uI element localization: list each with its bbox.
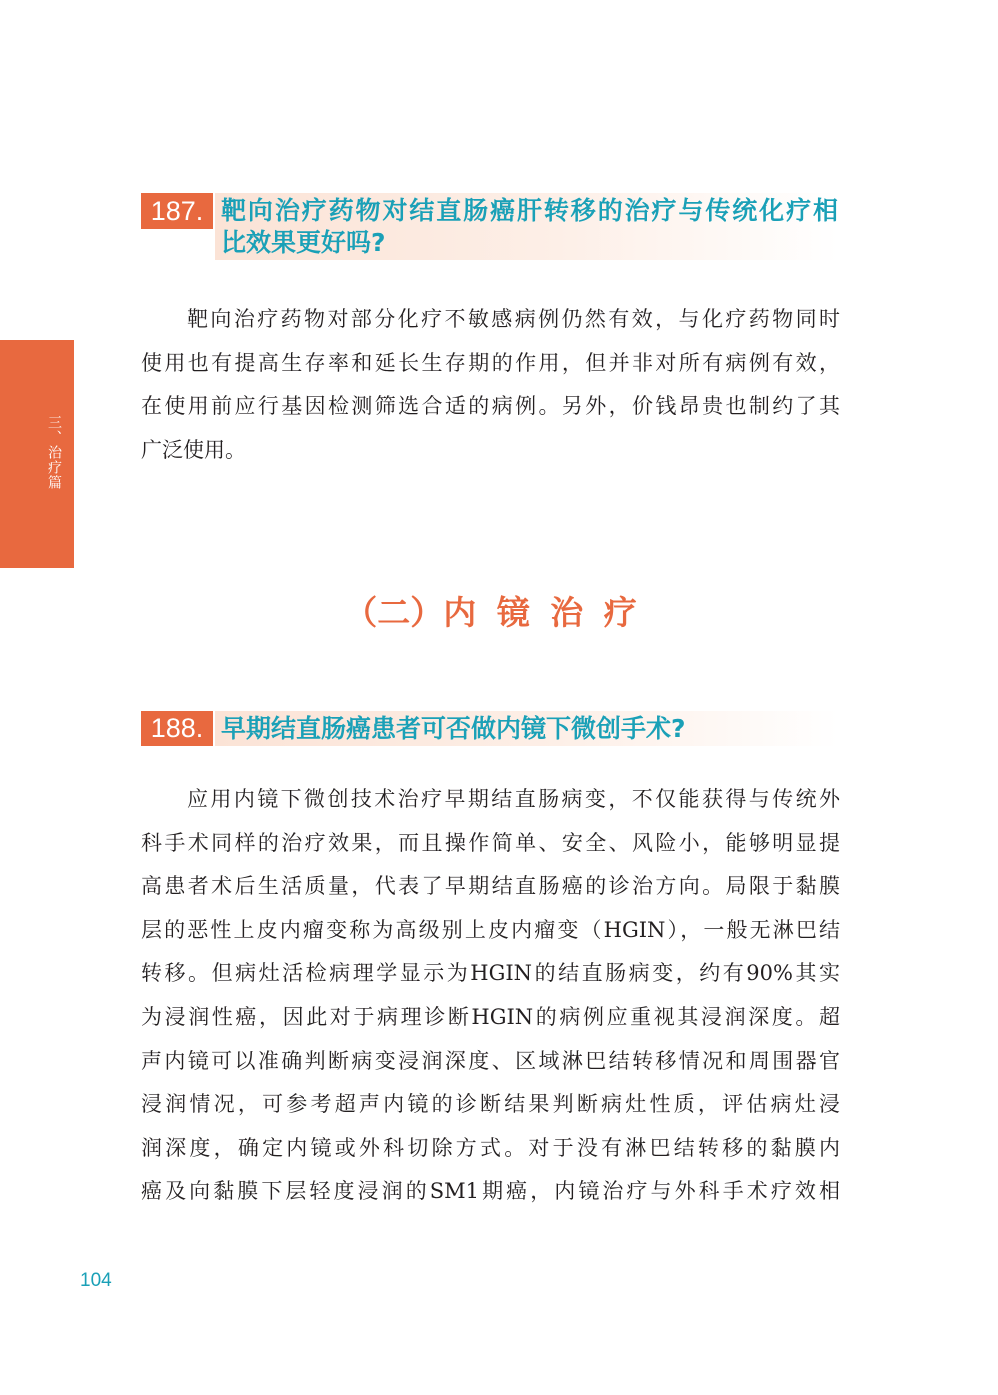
paragraph-line: 应用内镜下微创技术治疗早期结直肠病变，不仅能获得与传统外 [187, 787, 840, 811]
paragraph-line: 为浸润性癌，因此对于病理诊断HGIN的病例应重视其浸润深度。超 [141, 1004, 840, 1029]
answer-paragraph-187 [141, 298, 840, 472]
question-title-line: 比效果更好吗? [221, 228, 386, 257]
paragraph-line: 声内镜可以准确判断病变浸润深度、区域淋巴结转移情况和周围器官 [141, 1048, 840, 1073]
paragraph-line: 高患者术后生活质量，代表了早期结直肠癌的诊治方向。局限于黏膜 [141, 874, 840, 899]
section-heading: （二）内 镜 治 疗 [344, 593, 637, 632]
chapter-side-tab-label: 三、治疗篇 [46, 415, 62, 490]
question-188-header [141, 711, 839, 746]
paragraph-line: 癌及向黏膜下层轻度浸润的SM1期癌，内镜治疗与外科手术疗效相 [141, 1179, 840, 1204]
paragraph-line: 润深度，确定内镜或外科切除方式。对于没有淋巴结转移的黏膜内 [141, 1135, 840, 1160]
question-title-bar [215, 711, 839, 746]
paragraph-line: 浸润情况，可参考超声内镜的诊断结果判断病灶性质，评估病灶浸 [141, 1092, 840, 1117]
paragraph-line: 层的恶性上皮内瘤变称为高级别上皮内瘤变（HGIN），一般无淋巴结 [141, 917, 840, 942]
paragraph-line: 靶向治疗药物对部分化疗不敏感病例仍然有效，与化疗药物同时 [187, 307, 840, 331]
question-number-badge: 188. [141, 711, 213, 746]
paragraph-line: 在使用前应行基因检测筛选合适的病例。另外，价钱昂贵也制约了其 [141, 394, 840, 419]
question-title-bar [215, 193, 839, 260]
chapter-side-tab [0, 340, 74, 568]
question-number-badge: 187. [141, 193, 213, 229]
paragraph-line: 使用也有提高生存率和延长生存期的作用，但并非对所有病例有效， [141, 350, 840, 375]
page-number: 104 [80, 1270, 112, 1291]
question-187-header [141, 193, 839, 260]
question-title-line: 靶向治疗药物对结直肠癌肝转移的治疗与传统化疗相 [221, 196, 838, 225]
question-title-line: 早期结直肠癌患者可否做内镜下微创手术? [221, 714, 686, 743]
paragraph-line: 转移。但病灶活检病理学显示为HGIN的结直肠病变，约有90%其实 [141, 961, 840, 986]
paragraph-line: 广泛使用。 [141, 437, 246, 462]
answer-paragraph-188 [141, 778, 840, 1214]
paragraph-line: 科手术同样的治疗效果，而且操作简单、安全、风险小，能够明显提 [141, 830, 840, 855]
